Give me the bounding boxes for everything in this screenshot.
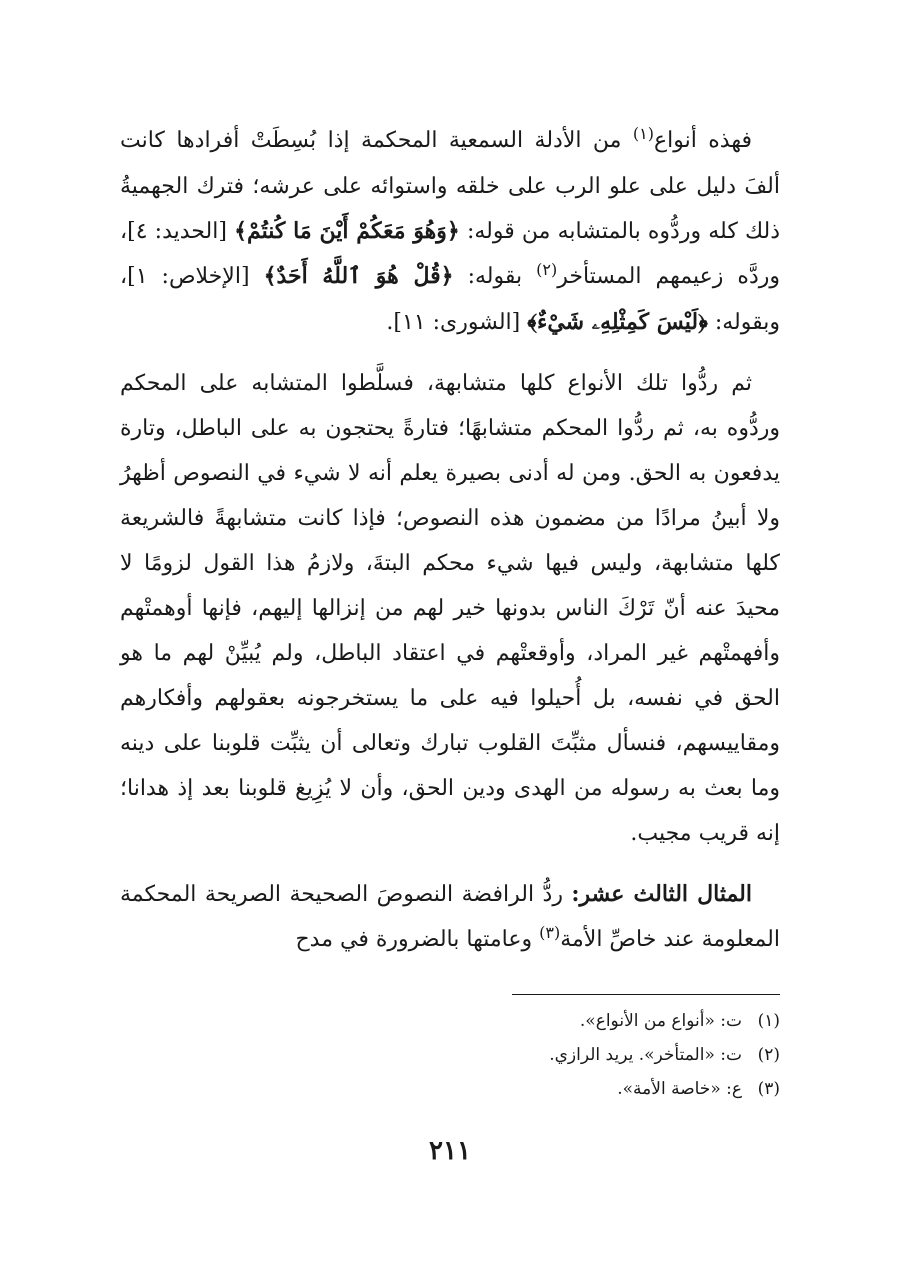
paragraph-3 [120,872,780,963]
paragraph-2: ثم ردُّوا تلك الأنواع كلها متشابهة، فسلَّطوا المتشابه على المحكم وردُّوه به، ثم ردُّوا المحكم متشابهًا؛ فتارةً يحتجون به على الباطل، وتارة يدفعون به الحق. ومن له أدنى بصيرة يعلم أنه لا شيء في النصوص أظهرُ ولا أبينُ مرادًا من مضمون هذه النصوص؛ فإذا كانت متشابهةً فالشريعة كلها متشابهة، وليس فيها شيء محكم البتةَ، ولازمُ هذا القول لزومًا لا محيدَ عنه أنّ تَرْكَ الناس بدونها خير لهم من إنزالها إليهم، فإنها أوهمتْهم وأفهمتْهم غير المراد، وأوقعتْهم في اعتقاد الباطل، ولم يُبيِّنْ لهم ما هو الحق في نفسه، بل أُحيلوا فيه على ما يستخرجونه بعقولهم وأفكارهم ومقاييسهم، فنسأل مثبِّتَ القلوب تبارك وتعالى أن يثبِّت قلوبنا على دينه وما بعث به رسوله من الهدى ودين الحق، وأن لا يُزِيغ قلوبنا بعد إذ هدانا؛ إنه قريب مجيب. [120,371,780,846]
text-segment: فهذه أنواع [653,128,752,153]
footnote-number: (٢) [757,1045,780,1065]
page-number: ٢١١ [429,1136,471,1166]
example-heading: المثال الثالث عشر: [571,881,752,907]
footnote-ref-1: (١) [632,124,654,143]
footnote-text: ت: «أنواع من الأنواع». [579,1011,742,1031]
footnote-2 [120,1038,780,1072]
quran-verse: ﴿وَهُوَ مَعَكُمْ أَيْنَ مَا كُنتُمْ﴾ [234,218,460,244]
footnote-number: (٣) [757,1079,780,1099]
text-segment: ردُّ الرافضة النصوصَ الصحيحة الصريحة المحكمة المعلومة عند خاصِّ الأمة [120,882,780,952]
footnote-number: (١) [757,1011,780,1031]
text-segment: من الأدلة السمعية المحكمة إذا بُسِطَتْ أفرادها كانت ألفَ دليل على علو الرب على خلقه واستوائه على عرشه؛ فترك الجهميةُ ذلك كله وردُّوه بالمتشابه من قوله: [120,128,781,244]
text-segment: [الحديد: ٤]، وردَّه زعيمهم المستأخر [120,219,780,289]
footnote-text: ت: «المتأخر». يريد الرازي. [549,1045,742,1065]
paragraph-1 [120,118,780,345]
text-segment: بقوله: [453,264,537,289]
quran-verse: ﴿قُلْ هُوَ ٱللَّهُ أَحَدٌ﴾ [263,263,454,289]
footnote-ref-2: (٢) [536,260,558,279]
quran-verse: ﴿لَيْسَ كَمِثْلِهِۦ شَيْءٌ﴾ [527,309,708,335]
footnote-divider [512,994,780,995]
page-body [120,118,780,979]
text-segment: [الإخلاص: ١]، وبقوله: [120,264,780,335]
footnote-ref-3: (٣) [539,923,561,942]
text-segment: وعامتها بالضرورة في مدح [295,927,540,952]
footnotes [120,1004,780,1106]
text-segment: [الشورى: ١١]. [386,310,528,335]
footnote-3 [120,1072,780,1106]
footnote-1 [120,1004,780,1038]
footnote-text: ع: «خاصة الأمة». [617,1079,742,1099]
